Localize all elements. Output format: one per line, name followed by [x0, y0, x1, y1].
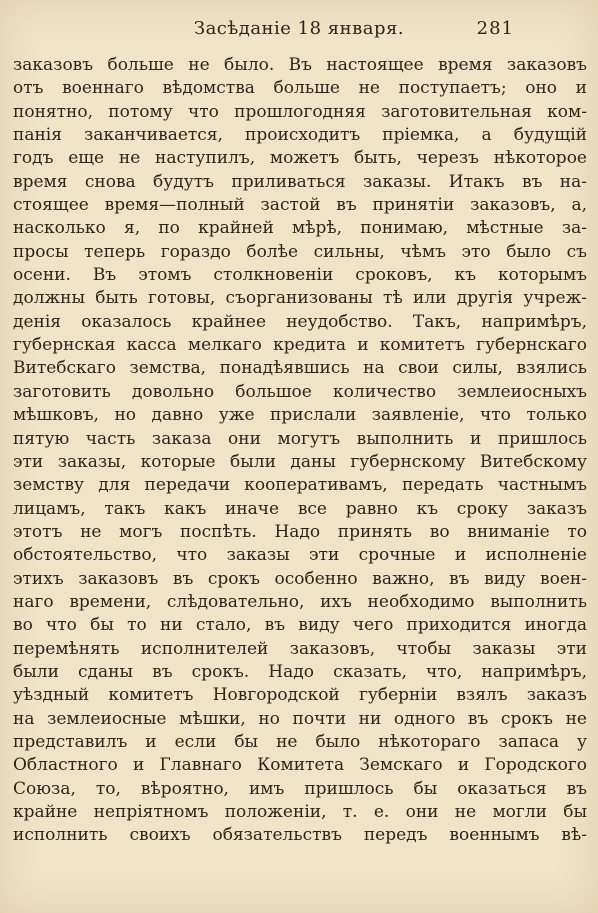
- running-title: Засѣданіе 18 января.: [193, 18, 405, 39]
- text-line: денія оказалось крайнее неудобство. Такъ, напримѣръ,: [13, 311, 587, 332]
- text-line: этихъ заказовъ въ срокъ особенно важно, въ виду воен-: [13, 568, 587, 589]
- text-line: время снова будутъ приливаться заказы. Итакъ въ на-: [13, 171, 587, 192]
- text-line: крайне непріятномъ положеніи, т. е. они не могли бы: [13, 802, 587, 822]
- text-line: должны быть готовы, съорганизованы тѣ или другія учреж-: [13, 288, 587, 309]
- text-line: годъ еще не наступилъ, можетъ быть, черезъ нѣкоторое: [13, 148, 587, 169]
- text-line: насколько я, по крайней мѣрѣ, понимаю, мѣстные за-: [13, 218, 587, 239]
- text-line: заготовить довольно большое количество землеиосныхъ: [13, 381, 587, 402]
- text-line: во что бы то ни стало, въ виду чего приходится иногда: [13, 615, 587, 636]
- text-line: стоящее время—полный застой въ принятіи заказовъ, а,: [13, 195, 587, 216]
- text-line: земству для передачи кооперативамъ, передать частнымъ: [13, 475, 587, 496]
- text-line: отъ военнаго вѣдомства больше не поступаетъ; оно и: [13, 78, 587, 99]
- text-line: понятно, потому что прошлогодняя заготовительная ком-: [13, 101, 587, 122]
- text-line: панія заканчивается, происходитъ пріемка, а будущій: [13, 125, 587, 146]
- body-text: [13, 54, 587, 848]
- text-line: Союза, то, вѣроятно, имъ пришлось бы оказаться въ: [13, 778, 587, 799]
- text-line: лицамъ, такъ какъ иначе все равно къ сроку заказъ: [13, 498, 587, 519]
- text-line: осени. Въ этомъ столкновеніи сроковъ, къ которымъ: [13, 265, 587, 286]
- page-header: [14, 18, 584, 44]
- text-line: губернская касса мелкаго кредита и комитетъ губернскаго: [13, 335, 587, 356]
- text-line: перемѣнять исполнителей заказовъ, чтобы заказы эти: [13, 638, 587, 659]
- text-line: были сданы въ срокъ. Надо сказать, что, напримѣръ,: [13, 661, 587, 682]
- text-line: на землеиосные мѣшки, но почти ни одного въ срокъ не: [13, 708, 587, 729]
- text-line: этотъ не могъ поспѣть. Надо принять во вниманіе то: [13, 521, 587, 542]
- text-line: Областного и Главнаго Комитета Земскаго и Городского: [13, 755, 587, 776]
- text-line: исполнить своихъ обязательствъ передъ военнымъ вѣ-: [13, 825, 587, 846]
- text-line: просы теперь гораздо болѣе сильны, чѣмъ это было съ: [13, 241, 587, 262]
- text-line: заказовъ больше не было. Въ настоящее время заказовъ: [13, 55, 587, 75]
- text-line: эти заказы, которые были даны губернскому Витебскому: [13, 451, 587, 472]
- text-line: пятую часть заказа они могутъ выполнить и пришлось: [13, 428, 587, 449]
- text-line: представилъ и если бы не было нѣкотораго запаса у: [13, 731, 587, 752]
- text-line: наго времени, слѣдовательно, ихъ необходимо выполнить: [13, 591, 587, 612]
- text-line: обстоятельство, что заказы эти срочные и исполненіе: [13, 545, 587, 566]
- text-line: Витебскаго земства, понадѣявшись на свои силы, взялись: [13, 358, 587, 379]
- text-line: мѣшковъ, но давно уже прислали заявленіе, что только: [13, 405, 587, 426]
- text-line: уѣздный комитетъ Новгородской губерніи взялъ заказъ: [13, 685, 587, 706]
- page-number: 281: [476, 18, 514, 39]
